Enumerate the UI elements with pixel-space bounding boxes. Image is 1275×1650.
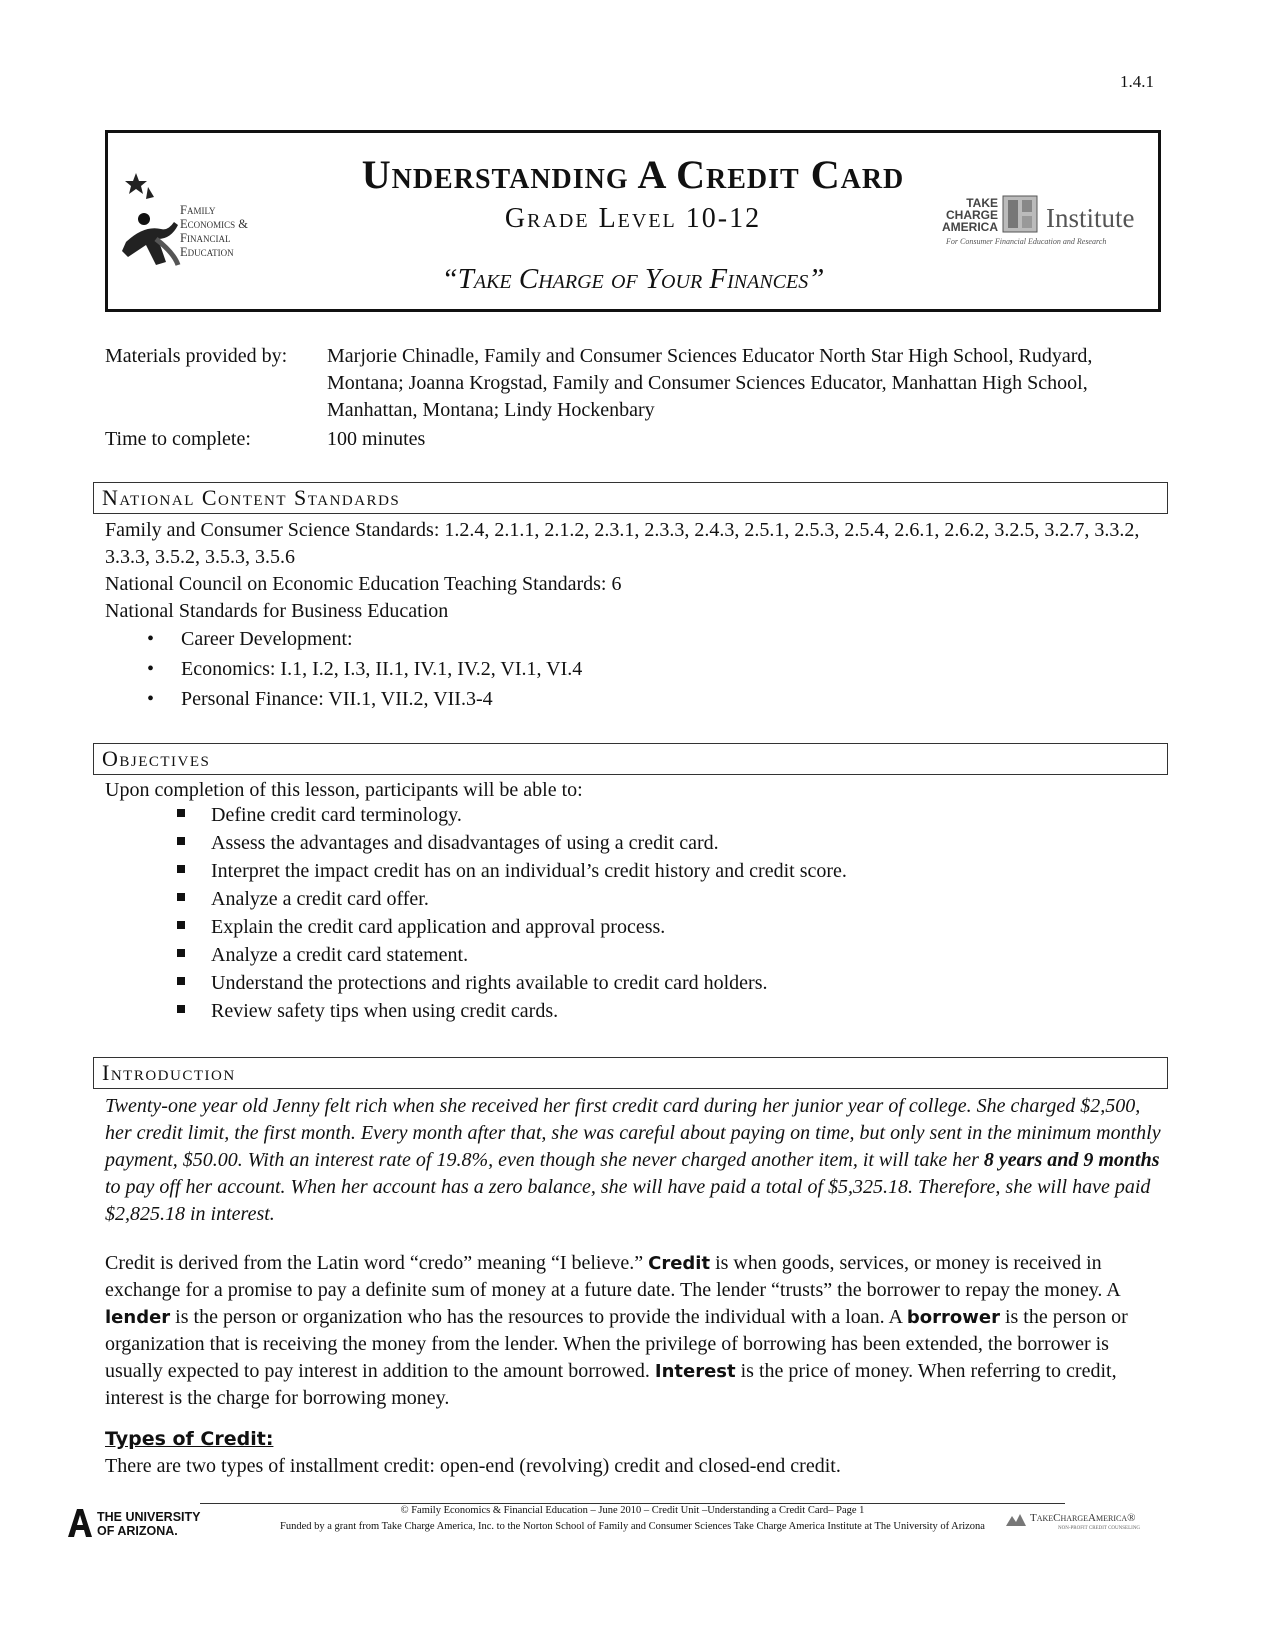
tca-footer-logo: TakeChargeAmerica® (1030, 1512, 1136, 1524)
standards-nbe: National Standards for Business Education (105, 600, 449, 622)
institute-word: Institute (1046, 203, 1135, 233)
list-item: Review safety tips when using credit cards. (177, 1000, 558, 1023)
university-of-arizona-a-icon (66, 1507, 94, 1539)
types-of-credit-body: There are two types of installment credit: open-end (revolving) credit and closed-end credit. (105, 1455, 841, 1477)
objectives-heading: Objectives (93, 743, 1168, 775)
time-value: 100 minutes (327, 428, 426, 450)
list-item: Define credit card terminology. (177, 804, 462, 827)
list-item: Assess the advantages and disadvantages of using a credit card. (177, 832, 719, 855)
list-item: • Economics: I.1, I.2, I.3, II.1, IV.1, IV.2, VI.1, VI.4 (147, 658, 583, 680)
list-item: • Career Development: (147, 628, 353, 650)
take-charge-america-icon (1004, 1512, 1028, 1530)
tagline: “Take Charge of Your Finances” (441, 263, 825, 295)
list-item: Analyze a credit card offer. (177, 888, 429, 911)
standards-heading: National Content Standards (93, 482, 1168, 514)
materials-label: Materials provided by: (105, 345, 288, 367)
list-item: • Personal Finance: VII.1, VII.2, VII.3-4 (147, 688, 493, 710)
footer-copyright: © Family Economics & Financial Education – June 2010 – Credit Unit –Understanding a Credit Card– Page 1 (400, 1505, 865, 1516)
page-number: 1.4.1 (1120, 72, 1154, 91)
introduction-heading: Introduction (93, 1057, 1168, 1089)
tca-building-icon (1002, 195, 1038, 233)
time-label: Time to complete: (105, 428, 251, 450)
document-title: Understanding A Credit Card (361, 152, 905, 197)
objectives-intro: Upon completion of this lesson, participants will be able to: (105, 779, 583, 801)
standards-fcs: Family and Consumer Science Standards: 1.2.4, 2.1.1, 2.1.2, 2.3.1, 2.3.3, 2.4.3, 2.5.1, 2.5.3, 2.5.4, 2.6.1, 2.6.2, 3.2.5, 3.2.7, 3.3.2, 3.3.3, 3.5.2, 3.5.3, 3.5.6 (105, 519, 1140, 568)
header-box (105, 130, 1161, 312)
intro-story: Twenty-one year old Jenny felt rich when she received her first credit card during her junior year of college. She charged $2,500, her credit limit, the first month. Every month after that, she was careful about paying on time, but only sent in the minimum monthly payment, $50.00. With an interest rate of 19.8%, even though she never charged another item, it will take her 8 years and 9 months to pay off her account. When her account has a zero balance, she will have paid a total of $5,325.18. Therefore, she will have paid $2,825.18 in interest. (105, 1095, 1161, 1225)
list-item: Analyze a credit card statement. (177, 944, 468, 967)
types-of-credit-heading: Types of Credit: (105, 1428, 274, 1450)
list-item: Interpret the impact credit has on an individual’s credit history and credit score. (177, 860, 847, 883)
list-item: Explain the credit card application and approval process. (177, 916, 665, 939)
credit-definition-paragraph: Credit is derived from the Latin word “credo” meaning “I believe.” Credit is when goods, services, or money is received in exchange for a promise to pay a definite sum of money at a future date. The lender “trusts” the borrower to repay the money. A lender is the person or organization who has the resources to provide the individual with a loan. A borrower is the person or organization that is receiving the money from the lender. When the privilege of borrowing has been extended, the borrower is usually expected to pay interest in addition to the amount borrowed. Interest is the price of money. When referring to credit, interest is the charge for borrowing money. (105, 1252, 1128, 1409)
footer-funding: Funded by a grant from Take Charge America, Inc. to the Norton School of Family and Consumer Sciences Take Charge America Institute at The University of Arizona (280, 1521, 985, 1532)
footer-rule (200, 1503, 1065, 1504)
grade-level: Grade Level 10-12 (504, 203, 762, 234)
fefe-logo-text: Family Economics & Financial Education (180, 203, 248, 259)
materials-value: Marjorie Chinadle, Family and Consumer Sciences Educator North Star High School, Rudyard, Montana; Joanna Krogstad, Family and Consumer Sciences Educator, Manhattan High School, Manhattan, Montana; Lindy Hockenbary (327, 345, 1093, 421)
university-of-arizona-logo: THE UNIVERSITY OF ARIZONA. (97, 1510, 201, 1538)
tca-logo-words: TAKE CHARGE AMERICA (942, 196, 998, 234)
institute-subtitle: For Consumer Financial Education and Research (946, 237, 1107, 246)
tca-footer-subtitle: NON-PROFIT CREDIT COUNSELING (1058, 1526, 1141, 1531)
list-item: Understand the protections and rights available to credit card holders. (177, 972, 767, 995)
standards-ncee: National Council on Economic Education Teaching Standards: 6 (105, 573, 622, 595)
